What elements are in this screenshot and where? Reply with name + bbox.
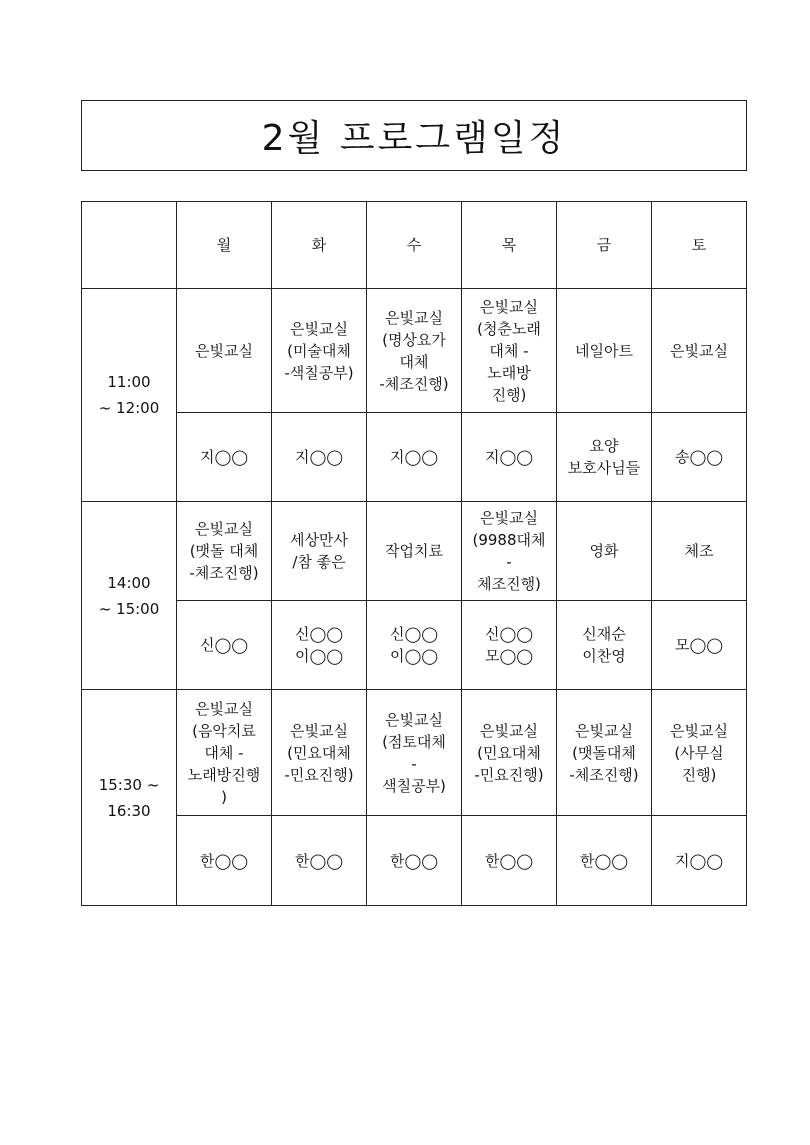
program-text: 은빛교실 (청춘노래 대체 - 노래방 진행) bbox=[477, 297, 541, 404]
staff-cell bbox=[177, 601, 272, 690]
staff-text: 지◯◯ bbox=[389, 448, 439, 466]
staff-cell bbox=[462, 601, 557, 690]
day-header-wed: 수 bbox=[367, 202, 462, 289]
staff-cell bbox=[557, 816, 652, 906]
program-text: 은빛교실 (점토대체 - 색칠공부) bbox=[382, 710, 446, 795]
staff-text: 한◯◯ bbox=[389, 851, 439, 870]
staff-cell bbox=[367, 816, 462, 906]
day-header-mon: 월 bbox=[177, 202, 272, 289]
staff-text: 한◯◯ bbox=[579, 851, 629, 870]
staff-cell bbox=[272, 816, 367, 906]
header-row bbox=[82, 202, 747, 289]
staff-cell bbox=[177, 413, 272, 502]
program-text: 은빛교실 bbox=[670, 341, 728, 360]
program-cell bbox=[652, 690, 747, 816]
program-cell bbox=[272, 502, 367, 601]
staff-cell bbox=[557, 601, 652, 690]
program-cell bbox=[557, 502, 652, 601]
program-text: 작업치료 bbox=[385, 542, 443, 560]
staff-text: 한◯◯ bbox=[199, 851, 249, 870]
slot2-time-cell bbox=[82, 502, 177, 690]
staff-text: 지◯◯ bbox=[674, 851, 724, 870]
staff-cell bbox=[367, 601, 462, 690]
staff-text: 신◯◯ bbox=[199, 636, 249, 654]
program-cell bbox=[557, 289, 652, 413]
slot2-time: 14:00 ~ 15:00 bbox=[98, 573, 160, 618]
staff-text: 신◯◯ 모◯◯ bbox=[484, 625, 534, 665]
staff-cell bbox=[367, 413, 462, 502]
slot2-program-row bbox=[82, 502, 747, 601]
staff-cell bbox=[272, 413, 367, 502]
slot2-staff-row bbox=[82, 601, 747, 690]
staff-cell bbox=[652, 816, 747, 906]
staff-text: 지◯◯ bbox=[199, 448, 249, 466]
slot3-program-row bbox=[82, 690, 747, 816]
slot3-staff-row bbox=[82, 816, 747, 906]
program-cell bbox=[177, 690, 272, 816]
program-text: 은빛교실 (음악치료 대체 - 노래방진행 ) bbox=[187, 699, 261, 806]
staff-cell bbox=[652, 601, 747, 690]
program-text: 은빛교실 (사무실 진행) bbox=[670, 721, 728, 784]
program-cell bbox=[462, 690, 557, 816]
program-cell bbox=[367, 289, 462, 413]
staff-cell bbox=[177, 816, 272, 906]
program-cell bbox=[652, 289, 747, 413]
staff-cell bbox=[462, 816, 557, 906]
staff-text: 신◯◯ 이◯◯ bbox=[294, 625, 344, 665]
day-header-thu: 목 bbox=[462, 202, 557, 289]
slot1-time-cell bbox=[82, 289, 177, 502]
slot1-time: 11:00 ~ 12:00 bbox=[98, 373, 160, 417]
program-cell bbox=[462, 289, 557, 413]
program-cell bbox=[652, 502, 747, 601]
slot1-program-row bbox=[82, 289, 747, 413]
staff-text: 한◯◯ bbox=[484, 851, 534, 870]
staff-cell bbox=[557, 413, 652, 502]
program-cell bbox=[462, 502, 557, 601]
program-text: 영화 bbox=[589, 542, 619, 560]
program-cell bbox=[272, 690, 367, 816]
staff-cell bbox=[272, 601, 367, 690]
program-text: 은빛교실 (맷돌대체 -체조진행) bbox=[569, 721, 639, 784]
program-text: 네일아트 bbox=[575, 341, 633, 360]
staff-text: 모◯◯ bbox=[674, 636, 724, 654]
staff-cell bbox=[652, 413, 747, 502]
staff-text: 지◯◯ bbox=[484, 448, 534, 466]
slot3-time: 15:30 ~ 16:30 bbox=[98, 775, 160, 820]
program-cell bbox=[272, 289, 367, 413]
staff-text: 요양 보호사님들 bbox=[567, 437, 641, 477]
staff-cell bbox=[462, 413, 557, 502]
schedule-table bbox=[81, 201, 747, 906]
slot1-staff-row bbox=[82, 413, 747, 502]
staff-text: 한◯◯ bbox=[294, 851, 344, 870]
program-text: 은빛교실 bbox=[195, 341, 253, 360]
corner-cell bbox=[82, 202, 177, 289]
program-text: 은빛교실 (민요대체 -민요진행) bbox=[474, 721, 544, 784]
title-box bbox=[81, 100, 747, 171]
program-text: 체조 bbox=[684, 542, 714, 560]
program-text: 은빛교실 (미술대체 -색칠공부) bbox=[284, 319, 354, 382]
day-header-tue: 화 bbox=[272, 202, 367, 289]
program-cell bbox=[367, 502, 462, 601]
staff-text: 지◯◯ bbox=[294, 448, 344, 466]
program-text: 세상만사 /참 좋은 bbox=[290, 531, 348, 571]
program-text: 은빛교실 (민요대체 -민요진행) bbox=[284, 721, 354, 784]
slot3-time-cell bbox=[82, 690, 177, 906]
staff-text: 신재순 이찬영 bbox=[582, 625, 626, 665]
day-header-fri: 금 bbox=[557, 202, 652, 289]
page-title: 2월 프로그램일정 bbox=[261, 118, 567, 159]
program-text: 은빛교실 (맷돌 대체 -체조진행) bbox=[189, 520, 259, 582]
program-text: 은빛교실 (명상요가 대체 -체조진행) bbox=[379, 308, 449, 393]
day-header-sat: 토 bbox=[652, 202, 747, 289]
program-text: 은빛교실 (9988대체 - 체조진행) bbox=[472, 509, 546, 593]
staff-text: 신◯◯ 이◯◯ bbox=[389, 625, 439, 665]
program-cell bbox=[557, 690, 652, 816]
program-cell bbox=[367, 690, 462, 816]
program-cell bbox=[177, 289, 272, 413]
staff-text: 송◯◯ bbox=[674, 448, 724, 466]
program-cell bbox=[177, 502, 272, 601]
